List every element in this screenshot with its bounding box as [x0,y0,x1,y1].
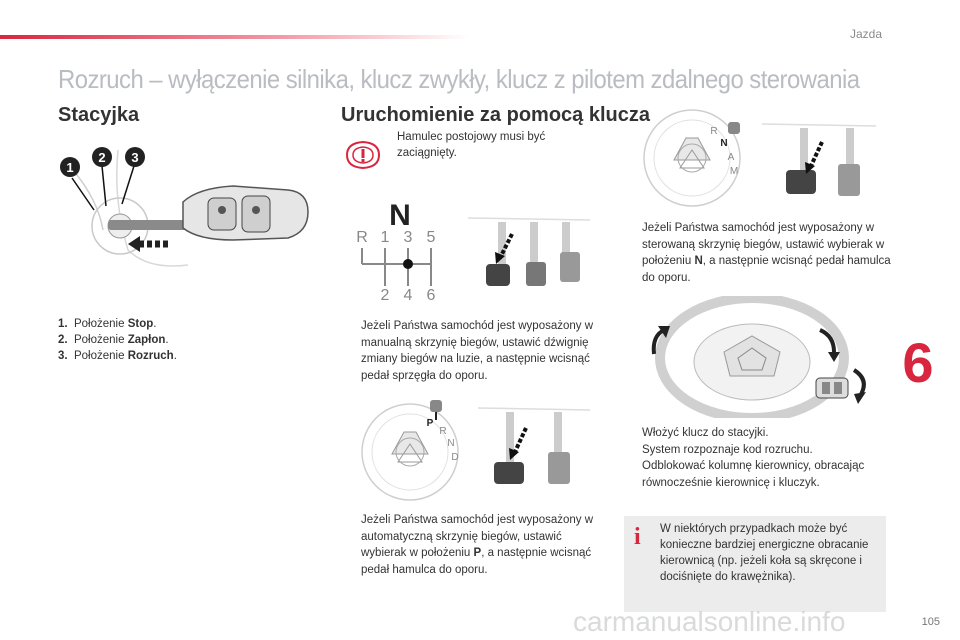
info-text: W niektórych przypadkach może być konieczne bardziej energiczne obracanie kierownicą (np. jeżeli koła są skręcone i dociśnięte do krawężnika). [660,523,869,583]
gear-label-p: P [426,418,434,429]
gear-label-r: R [710,126,718,137]
manual-gearbox-illustration [350,196,600,306]
manual-gearbox-instruction [341,318,601,384]
callout-label-2: 2 [98,150,106,165]
robot-text-bold: N [694,255,703,267]
item-number: 1. [58,318,68,330]
steering-wheel-illustration [624,296,886,418]
automatic-gearbox-illustration [358,396,598,504]
bullet-paragraph [341,512,606,578]
bullet-paragraph [622,220,892,286]
key-fob [183,186,308,240]
section-heading-uruchomienie: Uruchomienie za pomocą klucza [341,104,650,126]
robot-text-end: , a następnie wcisnąć pedał hamulca do oporu. [642,255,891,284]
gear-label-n: N [447,438,455,449]
chapter-number: 6 [902,331,934,394]
bullet-paragraph [622,425,892,442]
step1-subtext: System rozpoznaje kod rozruchu. [642,443,813,456]
step2-text: Odblokować kolumnę kierownicy, obracając równocześnie kierownicę i kluczyk. [642,460,865,489]
item-end: . [173,350,177,362]
selector-knob [728,122,740,134]
chapter-name: Jazda [849,27,882,41]
bullet-paragraph [341,318,601,384]
step1-text: Włożyć klucz do stacyjki. [642,427,769,439]
gear-label-4: 4 [403,287,413,304]
watermark: carmanualsonline.info [573,606,846,637]
gear-label-m: M [729,166,739,177]
item-number: 3. [58,350,68,362]
item-bold: Rozruch [127,350,174,362]
gear-label-r: R [356,229,368,246]
gear-label-3: 3 [403,229,413,246]
list-item [58,332,308,348]
clutch-pedal [486,264,510,286]
auto-text-bold: P [473,547,482,559]
warning-text: Hamulec postojowy musi być zaciągnięty. [397,131,546,159]
callout-label-1: 1 [66,160,74,175]
gear-knob-neutral [403,259,413,269]
auto-text: Jeżeli Państwa samochód jest wyposażony w automatyczną skrzynię biegów, ustawić wybierak w położeniu [361,514,594,559]
item-bold: Stop [127,318,154,330]
item-number: 2. [58,334,68,346]
page-number: 105 [921,616,940,628]
robot-text: Jeżeli Państwa samochód jest wyposażony w sterowaną skrzynię biegów, ustawić wybierak w położeniu [642,222,885,267]
brake-pedal-illustration [762,124,876,196]
start-steps [622,425,892,491]
list-item [58,316,308,332]
turn-key-arrow [854,370,864,396]
item-text: Położenie [73,350,128,362]
gear-label-n: N [720,138,728,149]
automatic-gearbox-instruction [341,512,606,578]
item-end: . [165,334,169,346]
item-bold: Zapłon [127,334,166,346]
warning-icon [343,138,383,172]
selector-knob [430,400,442,412]
gear-label-a: A [727,152,735,163]
gear-label-r: R [439,426,447,437]
pedals-illustration [468,216,590,296]
robotised-gearbox-instruction [622,220,892,286]
gear-n-label: N [389,199,411,232]
gear-label-2: 2 [380,287,390,304]
ignition-illustration [58,140,318,280]
item-text: Położenie [73,334,128,346]
section-heading-stacyjka: Stacyjka [58,104,140,126]
gear-label-6: 6 [426,287,436,304]
item-end: . [153,318,157,330]
bullet-paragraph [622,458,892,491]
header-accent-bar [0,35,470,39]
info-icon: i [634,524,641,550]
key-in-ignition [816,378,848,398]
callout-label-3: 3 [131,150,139,165]
brake-pedal-illustration [478,408,590,484]
list-item [58,348,308,364]
auto-text-end: , a następnie wcisnąć pedał hamulca do oporu. [361,547,592,576]
robotised-gearbox-illustration [640,106,880,208]
gear-label-d: D [451,452,459,463]
manual-text: Jeżeli Państwa samochód jest wyposażony w manualną skrzynię biegów, ustawić dźwignię zmiany biegów na luzie, a następnie wcisnąć pedał sprzęgła do oporu. [361,320,594,382]
gear-label-1: 1 [380,229,390,246]
ignition-positions-list [58,316,308,364]
page-title: Rozruch – wyłączenie silnika, klucz zwykły, klucz z pilotem zdalnego sterowania [58,64,860,94]
item-text: Położenie [73,318,128,330]
gear-label-5: 5 [426,229,436,246]
